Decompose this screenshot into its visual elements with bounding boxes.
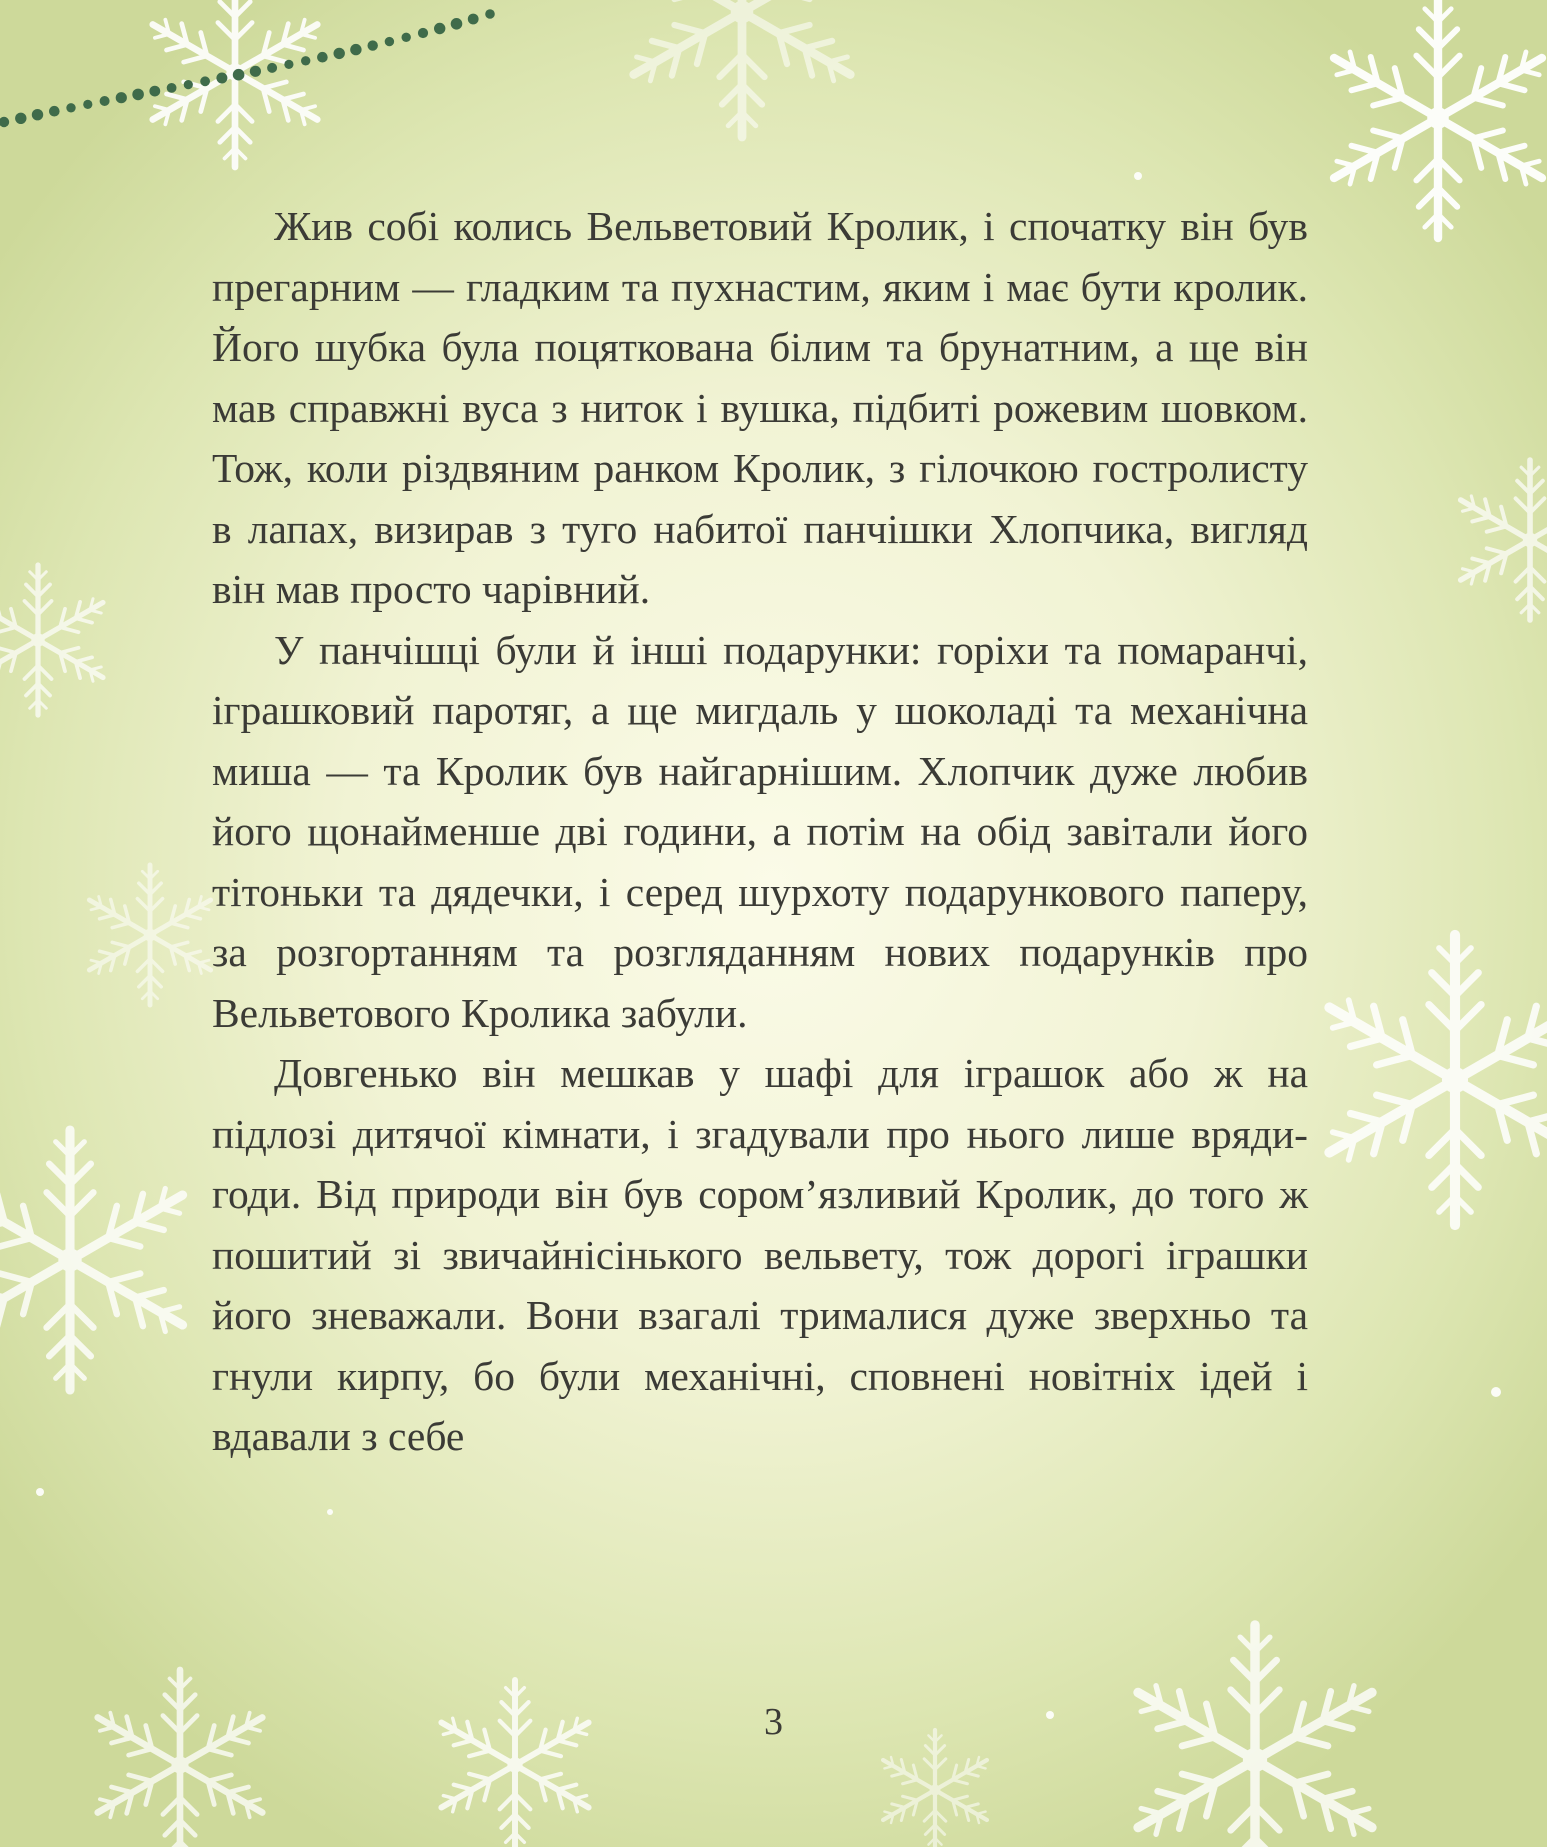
- garland-bead: [250, 66, 261, 77]
- garland-bead: [216, 73, 227, 84]
- garland-bead: [434, 23, 445, 34]
- paragraph-1: Жив собі колись Вельветовий Кролик, і спочатку він був прегарним — гладким та пухнастим, яким і має бути кролик. Його шубка була поцяткована білим та брунатним, а ще він мав справжні вуса з ниток і вушка, підбиті рожевим шовком. Тож, коли різдвяним ранком Кролик, з гілочкою гостролисту в лапах, визирав з туго набитої панчішки Хлопчика, вигляд він мав просто чарівний.: [212, 203, 1308, 612]
- garland-bead: [66, 103, 75, 112]
- garland-bead: [200, 76, 210, 86]
- snowflake-icon: [83, 865, 217, 1005]
- garland-bead: [301, 56, 310, 65]
- page-number: 3: [764, 1701, 783, 1743]
- garland-bead: [0, 117, 9, 127]
- garland-bead: [83, 100, 92, 109]
- story-text: [212, 196, 1308, 1467]
- garland-bead: [485, 9, 495, 19]
- garland-bead: [402, 33, 411, 42]
- garland-bead: [334, 48, 345, 59]
- garland-bead: [100, 96, 110, 106]
- garland-bead: [116, 92, 127, 103]
- garland-bead: [317, 52, 328, 63]
- snowflake-icon: [0, 565, 110, 715]
- garland-bead: [32, 109, 43, 120]
- garland-bead: [468, 14, 479, 25]
- snowflake-icon: [0, 1130, 194, 1390]
- garland-bead: [149, 86, 160, 97]
- snowflake-icon: [1454, 460, 1547, 620]
- garland-bead: [132, 89, 144, 101]
- garland-bead: [368, 40, 378, 50]
- paragraph-3: Довгенько він мешкав у шафі для іграшок або ж на підлозі дитячої кімнати, і згадували про нього лише вряди-годи. Від природи він був сором’язливий Кролик, до того ж пошитий зі звичайнісінького вельвету, тож дорогі іграшки його зневажали. Вони взагалі трималися дуже зверхньо та гнули кирпу, бо були механічні, сповнені новітніх ідей і вдавали з себе: [212, 1050, 1308, 1459]
- garland-bead: [385, 37, 394, 46]
- snowflake-icon: [1323, 0, 1547, 238]
- garland-bead: [350, 44, 361, 55]
- garland-bead: [184, 80, 193, 89]
- garland-bead: [418, 28, 428, 38]
- garland-bead: [49, 106, 60, 117]
- paragraph-2: У панчішці були й інші подарунки: горіхи та помаранчі, іграшковий паротяг, а ще мигдаль у шоколаді та механічна миша — та Кролик був найгарнішим. Хлопчик дуже любив його щонайменше дві години, а потім на обід завітали його тітоньки та дядечки, і серед шурхоту подарункового паперу, за розгортанням та розгляданням нових подарунків про Вельветового Кролика забули.: [212, 626, 1308, 1036]
- snowflake-icon: [622, 0, 861, 137]
- garland-bead: [451, 18, 463, 30]
- garland-bead: [167, 83, 177, 93]
- garland-bead: [233, 69, 245, 81]
- snowflake-icon: [89, 1670, 271, 1847]
- garland-bead: [15, 113, 26, 124]
- snowflake-icon: [1316, 935, 1547, 1225]
- snowflake-icon: [878, 1730, 993, 1847]
- garland-bead: [267, 63, 277, 73]
- garland-bead: [284, 60, 293, 69]
